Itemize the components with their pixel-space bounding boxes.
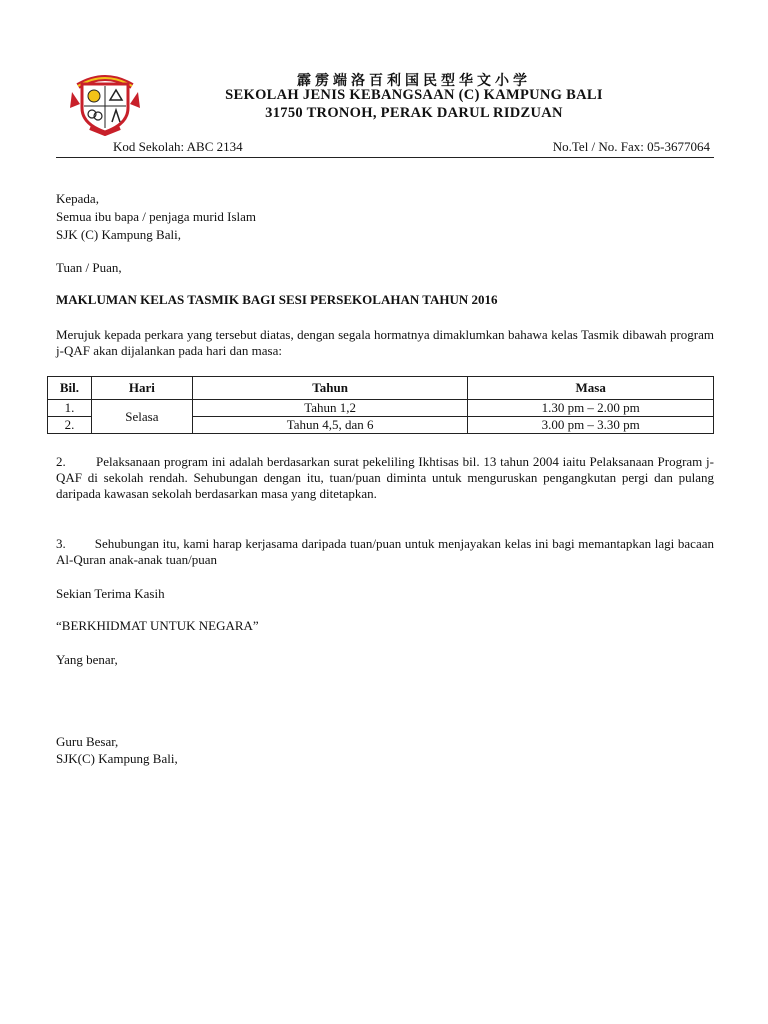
cell-bil: 2. xyxy=(48,417,92,434)
signatory-school: SJK(C) Kampung Bali, xyxy=(56,751,178,766)
signatory-title: Guru Besar, xyxy=(56,734,119,749)
header-bil: Bil. xyxy=(48,377,92,400)
cell-hari: Selasa xyxy=(91,400,192,434)
recipient-line-3: SJK (C) Kampung Bali, xyxy=(56,227,181,242)
paragraph-3: 3. Sehubungan itu, kami harap kerjasama daripada tuan/puan untuk menjayakan kelas ini bagi memantapkan lagi bacaan Al-Quran anak-anak tuan/puan xyxy=(56,536,717,567)
phone-fax: No.Tel / No. Fax: 05-3677064 xyxy=(552,139,710,154)
cell-bil: 1. xyxy=(48,400,92,417)
cell-tahun: Tahun 1,2 xyxy=(192,400,468,417)
header-tahun: Tahun xyxy=(192,377,468,400)
table-row xyxy=(48,400,714,417)
table-header-row xyxy=(48,377,714,400)
recipient-line-1: Kepada, xyxy=(56,191,99,206)
cell-masa: 3.00 pm – 3.30 pm xyxy=(468,417,714,434)
cell-masa: 1.30 pm – 2.00 pm xyxy=(468,400,714,417)
motto: “BERKHIDMAT UNTUK NEGARA” xyxy=(56,618,259,633)
letterhead-divider xyxy=(56,157,714,158)
header-hari: Hari xyxy=(91,377,192,400)
header-masa: Masa xyxy=(468,377,714,400)
sign-off: Yang benar, xyxy=(56,652,118,667)
cell-tahun: Tahun 4,5, dan 6 xyxy=(192,417,468,434)
recipient-line-2: Semua ibu bapa / penjaga murid Islam xyxy=(56,209,257,224)
closing: Sekian Terima Kasih xyxy=(56,586,165,601)
schedule-table xyxy=(47,376,714,434)
school-address: 31750 TRONOH, PERAK DARUL RIDZUAN xyxy=(265,105,563,121)
intro-paragraph: Merujuk kepada perkara yang tersebut diatas, dengan segala hormatnya dimaklumkan bahawa kelas Tasmik dibawah program j-QAF akan dijalankan pada hari dan masa: xyxy=(56,327,714,358)
letter-subject: MAKLUMAN KELAS TASMIK BAGI SESI PERSEKOLAHAN TAHUN 2016 xyxy=(56,292,498,307)
salutation: Tuan / Puan, xyxy=(56,260,122,275)
school-code: Kod Sekolah: ABC 2134 xyxy=(113,139,243,154)
paragraph-2: 2. Pelaksanaan program ini adalah berdasarkan surat pekeliling Ikhtisas bil. 13 tahun 2004 iaitu Pelaksanaan Program j-QAF di sekolah rendah. Sehubungan dengan itu, tuan/puan diminta untuk menguruskan pengangkutan pergi dan pulang daripada kawasan sekolah berdasarkan masa yang ditetapkan. xyxy=(56,454,718,501)
school-name: SEKOLAH JENIS KEBANGSAAN (C) KAMPUNG BALI xyxy=(225,87,603,103)
school-chinese-name: 霹雳端洛百利国民型华文小学 xyxy=(297,73,531,89)
